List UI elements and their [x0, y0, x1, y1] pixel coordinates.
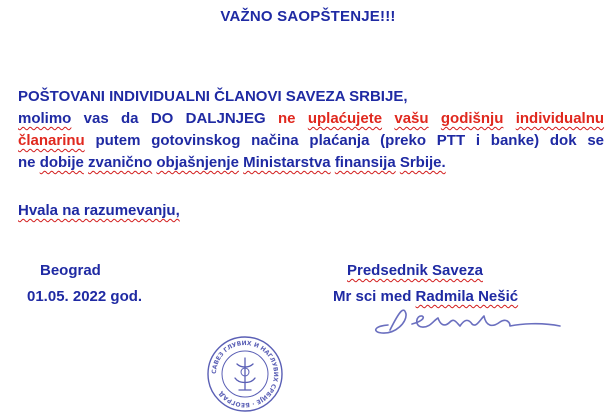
phrase-payment-method: putem gotovinskog načina plaćanja (preko PTT i banke) dok se	[95, 132, 605, 149]
word-ne: ne	[278, 110, 296, 127]
word-dobije: dobije	[39, 154, 84, 171]
role-text: Predsednik Saveza	[347, 262, 483, 279]
word-molimo: molimo	[18, 110, 72, 127]
date-label: 01.05. 2022 god.	[27, 288, 143, 305]
word-srbije: Srbije.	[399, 154, 446, 171]
signatory-role	[347, 262, 483, 279]
place-label: Beograd	[40, 262, 101, 279]
name-prefix: Mr sci med	[333, 288, 412, 305]
word-ne-2: ne	[18, 154, 36, 171]
body-line-4	[18, 152, 604, 174]
word-godisnju: godišnju	[440, 110, 504, 127]
body-line-3	[18, 130, 604, 152]
official-stamp-icon	[205, 334, 285, 414]
word-individualnu: individualnu	[515, 110, 605, 127]
handwritten-signature-icon	[360, 300, 580, 340]
word-uplacujete: uplaćujete	[307, 110, 383, 127]
phrase-do-daljnjeg: vas da DO DALJNJEG	[83, 110, 266, 127]
word-ministarstva: Ministarstva	[243, 154, 331, 171]
salutation-line: POŠTOVANI INDIVIDUALNI ČLANOVI SAVEZA SRBIJE,	[18, 88, 408, 105]
word-clanarinu: članarinu	[18, 132, 85, 149]
word-objasnjenje: objašnjenje	[156, 154, 239, 171]
name-text: Radmila Nešić	[415, 288, 519, 305]
word-finansija: finansija	[334, 154, 396, 171]
thanks-line: Hvala na razumevanju,	[18, 202, 180, 219]
word-zvanicno: zvanično	[88, 154, 153, 171]
body-line-2	[18, 108, 604, 130]
stamp-text: САВЕЗ ГЛУВИХ И НАГЛУВИХ СРБИЈЕ · БЕОГРАД	[210, 339, 280, 409]
notice-body	[18, 86, 604, 174]
notice-title: VAŽNO SAOPŠTENJE!!!	[220, 8, 396, 25]
word-vasu: vašu	[394, 110, 429, 127]
